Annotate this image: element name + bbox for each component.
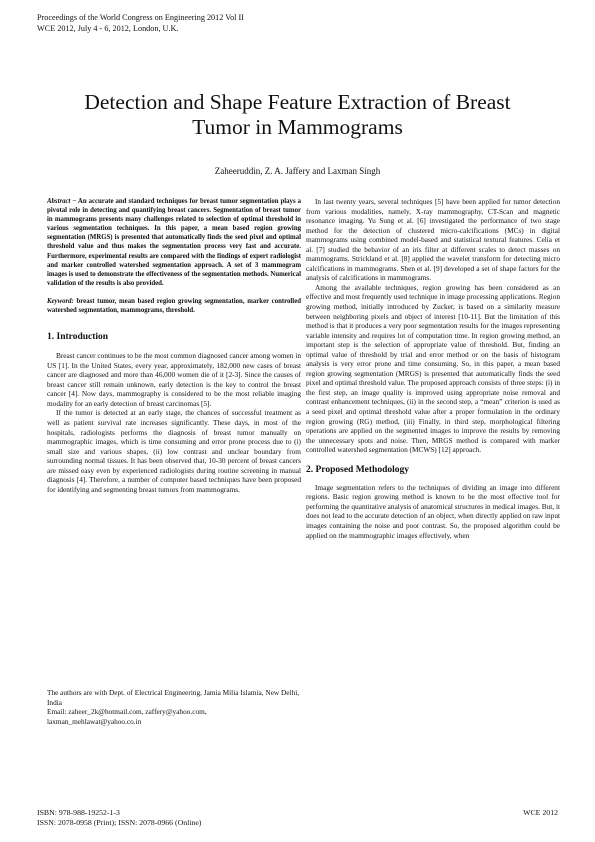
- affiliation-department: The authors are with Dept. of Electrical Engineering, Jamia Milia Islamia, New Delhi, India: [47, 688, 300, 707]
- footer-issn: ISSN: 2078-0958 (Print); ISSN: 2078-0966 (Online): [37, 818, 202, 828]
- affiliation-emails: Email: zaheer_2k@hotmail.com, zaffery@yahoo.com, laxman_mehlawat@yahoo.co.in: [47, 707, 207, 726]
- keywords-text: breast tumor, mean based region growing segmentation, marker controlled watershed segmentation, mammograms, threshold.: [47, 297, 301, 315]
- left-column: [47, 197, 301, 494]
- footer-isbn: ISBN: 978-988-19252-1-3: [37, 808, 120, 817]
- running-header: [37, 13, 244, 34]
- intro-paragraph-1: Breast cancer continues to be the most common diagnosed cancer among women in US [1]. In the United States, every year, approximately, 182,000 new cases of breast cancer are diagnosed and more than 46,000 women die of it [2-3]. Since the causes of breast cancer still remain unknown, early detection is the key to control the breast cancer [4]. Now days, mammography is considered to be the most reliable imaging modality for an early detection of breast carcinomas [5].: [47, 351, 301, 408]
- footer-conference: WCE 2012: [523, 808, 558, 817]
- paper-title: [40, 90, 555, 140]
- header-proceedings: Proceedings of the World Congress on Engineering 2012 Vol II: [37, 13, 244, 22]
- author-affiliation: [47, 688, 301, 726]
- section-heading-introduction: 1. Introduction: [47, 332, 109, 343]
- author-list: Zaheeruddin, Z. A. Jaffery and Laxman Singh: [214, 166, 381, 176]
- abstract-dash: −: [70, 198, 78, 205]
- section-heading-methodology: 2. Proposed Methodology: [306, 464, 410, 475]
- title-line-1: Detection and Shape Feature Extraction of Breast: [84, 90, 511, 114]
- footer-identifiers: [37, 808, 201, 829]
- right-column: [306, 197, 560, 540]
- abstract: [47, 197, 301, 288]
- methodology-paragraph-1: Image segmentation refers to the techniques of dividing an image into different regions. Basic region growing method is known to be the most effective tool for performing the quantitative analysis of anatomical structures in medical images. But, it does not lead to the accurate detection of an object, when directly applied on raw input images containing the noise and poor contrast. So, the proposed algorithm could be applied on the mammographic images effectively, when: [306, 482, 560, 540]
- keywords: [47, 297, 301, 315]
- title-line-2: Tumor in Mammograms: [192, 115, 403, 139]
- intro-paragraph-2: If the tumor is detected at an early stage, the chances of successful treatment as well as patient survival rate increases significantly. These days, in most of the hospitals, radiologists performs the diagnosis of breast tumor manually on mammographic images, which is time consuming and error prone process due to (i) small size and various shapes, (ii) low contrast and unclear boundary from surrounding normal tissues. It has been observed that, 10-30 percent of breast cancers are missed easy even by experienced radiologists during routine screening in manual diagnosis [4]. Therefore, a number of computer based techniques have been proposed for identifying and segmenting breast tumors from mammograms.: [47, 408, 301, 494]
- intro-paragraph-3: In last twenty years, several techniques [5] have been applied for tumor detection from various modalities, namely, X-ray mammography, CT-Scan and magnetic resonance imaging. Yu Sung et al. [6] investigated the performance of two stage method for the detection of clustered micro-calcifications (MCs) in digital mammograms using combined model-based and statistical textural features. Celia et al. [7] studied the behavior of an iris filter at different scales to detect masses on mammograms. Strickland et al. [8] applied the wavelet transform for detecting micro calcifications in mammograms. Shen et al. [9] developed a set of shape factors for the analysis of calcifications in mammograms.: [306, 197, 560, 283]
- abstract-text: An accurate and standard techniques for breast tumor segmentation plays a pivotal role in detecting and quantifying breast cancers. Segmentation of breast tumor in mammograms presents many challenges related to selection of optimal threshold in various segmentation techniques. In this paper, a mean based region growing segmentation (MRGS) is presented that automatically finds the seed pixel and optimal threshold value and thus makes the segmentation process very fast and accurate. Furthermore, experimental results are compared with the findings of expert radiologist and marker controlled watershed segmentation approach. A set of 3 mammogram images is used to demonstrate the effectiveness of the segmentation methods. Numerical validation of the results is also provided.: [47, 198, 301, 287]
- abstract-label: Abstract: [47, 198, 71, 205]
- intro-paragraph-4: Among the available techniques, region growing has been considered as an effective and most frequently used technique in image processing applications. Region growing method, initially introduced by Zucker, is based on a similarity measure between neighboring pixels and object of interest [10-11]. But the limitation of this method is that it produces a very poor segmentation results for the images representing variable intensity and requires lot of computation time. In region growing method, an important step is the selection of appropriate value of threshold. But, finding an optimal value of threshold by trial and error method or on the basis of histogram analysis is very error prone and time consuming. So, in this paper, a mean based region growing segmentation (MRGS) is presented that automatically finds the seed pixel and optimal threshold value. The proposed approach consists of three steps: (i) in the first step, an image quality is improved using appropriate noise removal and contrast enhancement techniques, (ii) in the second step, a “mean” criterion is used as a seed pixel and optimal threshold value after a proper formulation in the ordinary region growing (RG) method, (iii) Finally, in third step, morphological filtering operations are applied on the segmented images to improve the results by removing the unnecessary spots and noise. Then, MRGS method is compared with marker controlled watershed segmentation (MCWS) [12] approach.: [306, 282, 560, 455]
- keywords-label: Keyword:: [47, 297, 74, 305]
- header-conference: WCE 2012, July 4 - 6, 2012, London, U.K.: [37, 23, 179, 33]
